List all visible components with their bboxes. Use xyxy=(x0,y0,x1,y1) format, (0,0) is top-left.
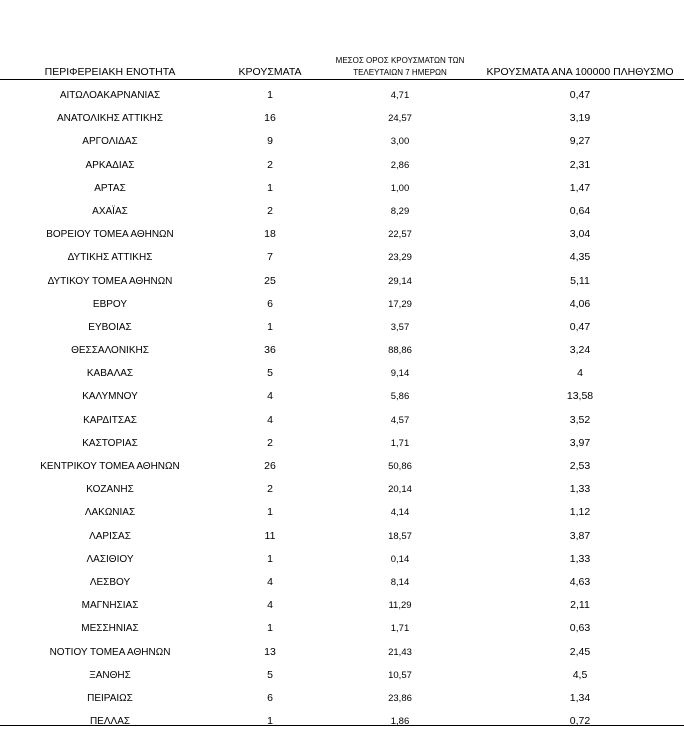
average-cell: 1,71 xyxy=(390,437,410,449)
average-cell: 3,00 xyxy=(390,136,410,148)
region-cell: ΒΟΡΕΙΟΥ ΤΟΜΕΑ ΑΘΗΝΩΝ xyxy=(46,229,174,241)
table-row xyxy=(0,617,684,640)
cases-cell: 36 xyxy=(264,344,276,357)
rate-cell: 3,97 xyxy=(569,436,591,449)
average-cell: 4,57 xyxy=(390,414,410,426)
rate-cell: 4,35 xyxy=(569,251,591,264)
cases-cell: 2 xyxy=(267,483,273,496)
cases-cell: 18 xyxy=(264,228,276,241)
rate-cell: 2,45 xyxy=(569,645,591,658)
region-cell: ΚΕΝΤΡΙΚΟΥ ΤΟΜΕΑ ΑΘΗΝΩΝ xyxy=(40,461,180,472)
cases-cell: 7 xyxy=(267,251,273,264)
rate-cell: 0,63 xyxy=(569,622,591,635)
rate-cell: 0,47 xyxy=(569,89,591,101)
average-cell: 8,14 xyxy=(390,576,410,588)
table-row xyxy=(0,455,684,478)
cases-cell: 25 xyxy=(264,274,276,287)
cases-cell: 11 xyxy=(264,529,276,542)
rate-cell: 2,53 xyxy=(569,460,591,472)
rate-cell: 2,11 xyxy=(570,599,590,612)
region-cell: ΜΑΓΝΗΣΙΑΣ xyxy=(81,600,139,612)
cases-cell: 1 xyxy=(267,506,273,519)
cases-cell: 4 xyxy=(267,413,273,426)
average-cell: 88,86 xyxy=(388,345,412,357)
header-seven-day-average xyxy=(320,55,480,79)
region-cell: ΠΕΙΡΑΙΩΣ xyxy=(87,692,133,704)
rate-cell: 1,47 xyxy=(569,181,591,194)
cases-cell: 5 xyxy=(267,668,273,681)
average-cell: 21,43 xyxy=(388,646,412,658)
table-row xyxy=(0,409,684,432)
rate-cell: 2,31 xyxy=(569,158,591,171)
region-cell: ΛΑΚΩΝΙΑΣ xyxy=(84,507,136,519)
region-cell: ΚΑΛΥΜΝΟΥ xyxy=(82,391,138,403)
average-cell: 4,14 xyxy=(390,507,410,519)
region-cell: ΔΥΤΙΚΟΥ ΤΟΜΕΑ ΑΘΗΝΩΝ xyxy=(47,275,173,287)
rate-cell: 1,12 xyxy=(569,506,591,519)
table-row xyxy=(0,84,684,107)
rate-cell: 9,27 xyxy=(569,135,591,148)
cases-cell: 13 xyxy=(264,645,276,658)
header-cases: ΚΡΟΥΣΜΑΤΑ xyxy=(238,66,302,78)
rate-cell: 3,19 xyxy=(569,112,591,125)
cases-cell: 2 xyxy=(267,158,273,171)
region-cell: ΑΝΑΤΟΛΙΚΗΣ ΑΤΤΙΚΗΣ xyxy=(56,113,164,125)
table-row xyxy=(0,246,684,269)
rate-cell: 1,33 xyxy=(569,552,591,565)
table-row xyxy=(0,687,684,710)
cases-cell: 4 xyxy=(267,575,273,588)
average-cell: 3,57 xyxy=(390,321,410,333)
average-cell: 22,57 xyxy=(388,229,412,241)
cases-cell: 1 xyxy=(267,715,273,728)
region-cell: ΕΥΒΟΙΑΣ xyxy=(88,321,132,333)
average-cell: 17,29 xyxy=(388,298,412,310)
region-cell: ΑΡΚΑΔΙΑΣ xyxy=(85,159,135,171)
table-row xyxy=(0,478,684,501)
cases-cell: 1 xyxy=(267,320,273,333)
table-row xyxy=(0,362,684,385)
header-cases-per-100000: ΚΡΟΥΣΜΑΤΑ ΑΝΑ 100000 ΠΛΗΘΥΣΜΟ xyxy=(486,66,674,78)
table-row xyxy=(0,339,684,362)
average-cell: 23,86 xyxy=(388,692,412,704)
rate-cell: 0,72 xyxy=(569,715,591,728)
average-cell: 9,14 xyxy=(390,368,410,380)
table-row xyxy=(0,130,684,153)
region-cell: ΚΑΡΔΙΤΣΑΣ xyxy=(83,414,137,426)
cases-cell: 2 xyxy=(267,436,273,449)
header-seven-day-average-line-1: ΜΕΣΟΣ ΟΡΟΣ ΚΡΟΥΣΜΑΤΩΝ ΤΩΝ xyxy=(335,56,465,65)
table-row xyxy=(0,154,684,177)
rate-cell: 3,52 xyxy=(569,413,591,426)
cases-cell: 1 xyxy=(267,552,273,565)
rate-cell: 3,24 xyxy=(569,344,591,357)
region-cell: ΔΥΤΙΚΗΣ ΑΤΤΙΚΗΣ xyxy=(67,252,153,264)
cases-cell: 4 xyxy=(267,390,273,403)
rate-cell: 1,33 xyxy=(569,483,591,496)
table-row xyxy=(0,548,684,571)
region-cell: ΜΕΣΣΗΝΙΑΣ xyxy=(81,623,139,635)
table-row xyxy=(0,270,684,293)
average-cell: 2,86 xyxy=(390,159,410,171)
rate-cell: 1,34 xyxy=(569,691,591,704)
region-cell: ΑΡΤΑΣ xyxy=(94,182,126,194)
region-cell: ΕΒΡΟΥ xyxy=(92,298,128,310)
header-region: ΠΕΡΙΦΕΡΕΙΑΚΗ ΕΝΟΤΗΤΑ xyxy=(44,66,176,78)
table-row xyxy=(0,177,684,200)
bottom-divider xyxy=(0,725,684,726)
cases-cell: 5 xyxy=(267,367,273,380)
region-cell: ΝΟΤΙΟΥ ΤΟΜΕΑ ΑΘΗΝΩΝ xyxy=(49,646,171,658)
cases-cell: 1 xyxy=(267,181,273,194)
rate-cell: 3,87 xyxy=(569,529,591,542)
cases-cell: 2 xyxy=(267,204,273,217)
cases-cell: 6 xyxy=(267,297,273,310)
region-cell: ΛΑΡΙΣΑΣ xyxy=(89,530,131,542)
average-cell: 10,57 xyxy=(388,669,412,681)
average-cell: 50,86 xyxy=(388,461,412,472)
table-row xyxy=(0,293,684,316)
header-seven-day-average-line-2: ΤΕΛΕΥΤΑΙΩΝ 7 ΗΜΕΡΩΝ xyxy=(353,68,447,77)
region-cell: ΑΧΑΪΑΣ xyxy=(92,205,128,217)
table-row xyxy=(0,525,684,548)
region-cell: ΞΑΝΘΗΣ xyxy=(89,669,131,681)
rate-cell: 5,11 xyxy=(570,274,590,287)
rate-cell: 4 xyxy=(577,367,583,380)
rate-cell: 4,63 xyxy=(569,575,591,588)
rate-cell: 4,06 xyxy=(569,297,591,310)
average-cell: 8,29 xyxy=(390,205,410,217)
average-cell: 23,29 xyxy=(388,252,412,264)
rate-cell: 0,64 xyxy=(569,204,591,217)
cases-cell: 4 xyxy=(267,599,273,612)
average-cell: 18,57 xyxy=(388,530,412,542)
average-cell: 0,14 xyxy=(390,553,410,565)
table-row xyxy=(0,385,684,408)
table-row xyxy=(0,223,684,246)
rate-cell: 4,5 xyxy=(572,668,588,681)
region-cell: ΘΕΣΣΑΛΟΝΙΚΗΣ xyxy=(71,345,149,357)
rate-cell: 13,58 xyxy=(566,390,594,403)
region-cell: ΛΑΣΙΘΙΟΥ xyxy=(86,553,134,565)
region-cell: ΚΑΣΤΟΡΙΑΣ xyxy=(82,437,138,449)
cases-cell: 1 xyxy=(267,89,273,101)
region-cell: ΠΕΛΛΑΣ xyxy=(89,716,131,728)
region-cell: ΑΡΓΟΛΙΔΑΣ xyxy=(82,136,138,148)
average-cell: 1,71 xyxy=(390,623,410,635)
rate-cell: 3,04 xyxy=(569,228,591,241)
cases-cell: 1 xyxy=(267,622,273,635)
table-row xyxy=(0,501,684,524)
cases-cell: 9 xyxy=(267,135,273,148)
table-row xyxy=(0,107,684,130)
region-cell: ΚΑΒΑΛΑΣ xyxy=(86,368,134,380)
table-body xyxy=(0,84,684,733)
average-cell: 1,86 xyxy=(390,716,410,728)
table-row xyxy=(0,594,684,617)
table-row xyxy=(0,316,684,339)
header-divider xyxy=(0,79,684,80)
table-row xyxy=(0,432,684,455)
average-cell: 1,00 xyxy=(390,182,410,194)
cases-cell: 26 xyxy=(264,460,276,472)
region-cell: ΚΟΖΑΝΗΣ xyxy=(86,484,134,496)
cases-cell: 16 xyxy=(264,112,276,125)
region-cell: ΛΕΣΒΟΥ xyxy=(89,576,131,588)
cases-cell: 6 xyxy=(267,691,273,704)
region-cell: ΑΙΤΩΛΟΑΚΑΡΝΑΝΙΑΣ xyxy=(59,90,161,101)
average-cell: 24,57 xyxy=(388,113,412,125)
average-cell: 29,14 xyxy=(388,275,412,287)
rate-cell: 0,47 xyxy=(569,320,591,333)
table-row xyxy=(0,571,684,594)
table-row xyxy=(0,641,684,664)
average-cell: 5,86 xyxy=(390,391,410,403)
table-row xyxy=(0,710,684,733)
table-row xyxy=(0,664,684,687)
average-cell: 4,71 xyxy=(390,90,410,101)
average-cell: 11,29 xyxy=(388,600,412,612)
table-row xyxy=(0,200,684,223)
average-cell: 20,14 xyxy=(388,484,412,496)
